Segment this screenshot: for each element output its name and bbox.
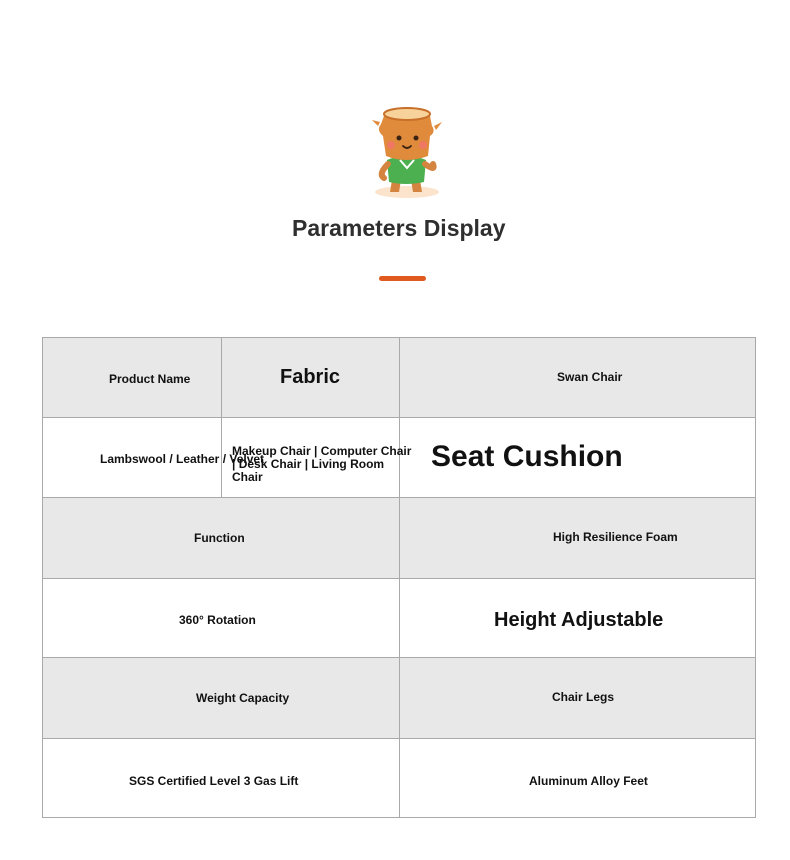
table-cell [400, 739, 755, 817]
cell-text: Fabric [280, 366, 341, 388]
table-cell [400, 658, 755, 739]
table-cell [400, 418, 755, 498]
cell-text: Aluminum Alloy Feet [529, 774, 648, 788]
table-row [43, 417, 755, 498]
table-cell [222, 418, 412, 498]
table-cell [43, 739, 400, 817]
cell-text: SGS Certified Level 3 Gas Lift [129, 774, 299, 788]
tree-stump-mascot-icon [366, 102, 446, 202]
cell-text: Chair Legs [552, 690, 615, 704]
cell-text: Lambswool / Leather / Velvet [100, 452, 265, 466]
table-cell [222, 338, 400, 418]
table-cell [400, 579, 755, 658]
page-title: Parameters Display [292, 215, 506, 241]
table-row [43, 578, 755, 658]
cell-text: 360° Rotation [179, 613, 256, 627]
cell-text: Weight Capacity [196, 691, 290, 705]
table-row [43, 497, 755, 579]
table-cell [43, 338, 222, 418]
table-cell [43, 418, 265, 498]
cell-text: Swan Chair [557, 370, 623, 384]
cell-text: High Resilience Foam [553, 530, 678, 544]
table-row [43, 657, 755, 739]
title-underline [379, 276, 426, 281]
table-row [43, 338, 755, 418]
table-cell [43, 498, 400, 579]
cell-text: Makeup Chair | Computer Chair | Desk Chair | Living Room Chair [232, 444, 412, 484]
table-cell [400, 338, 755, 418]
table-cell [43, 579, 400, 658]
table-cell [400, 498, 755, 579]
table-row [43, 738, 755, 817]
parameters-table [42, 337, 756, 818]
table-cell [43, 658, 400, 739]
cell-text: Function [194, 531, 245, 545]
cell-text: Height Adjustable [494, 609, 664, 631]
cell-text: Product Name [109, 372, 191, 386]
cell-text: Seat Cushion [431, 440, 623, 473]
